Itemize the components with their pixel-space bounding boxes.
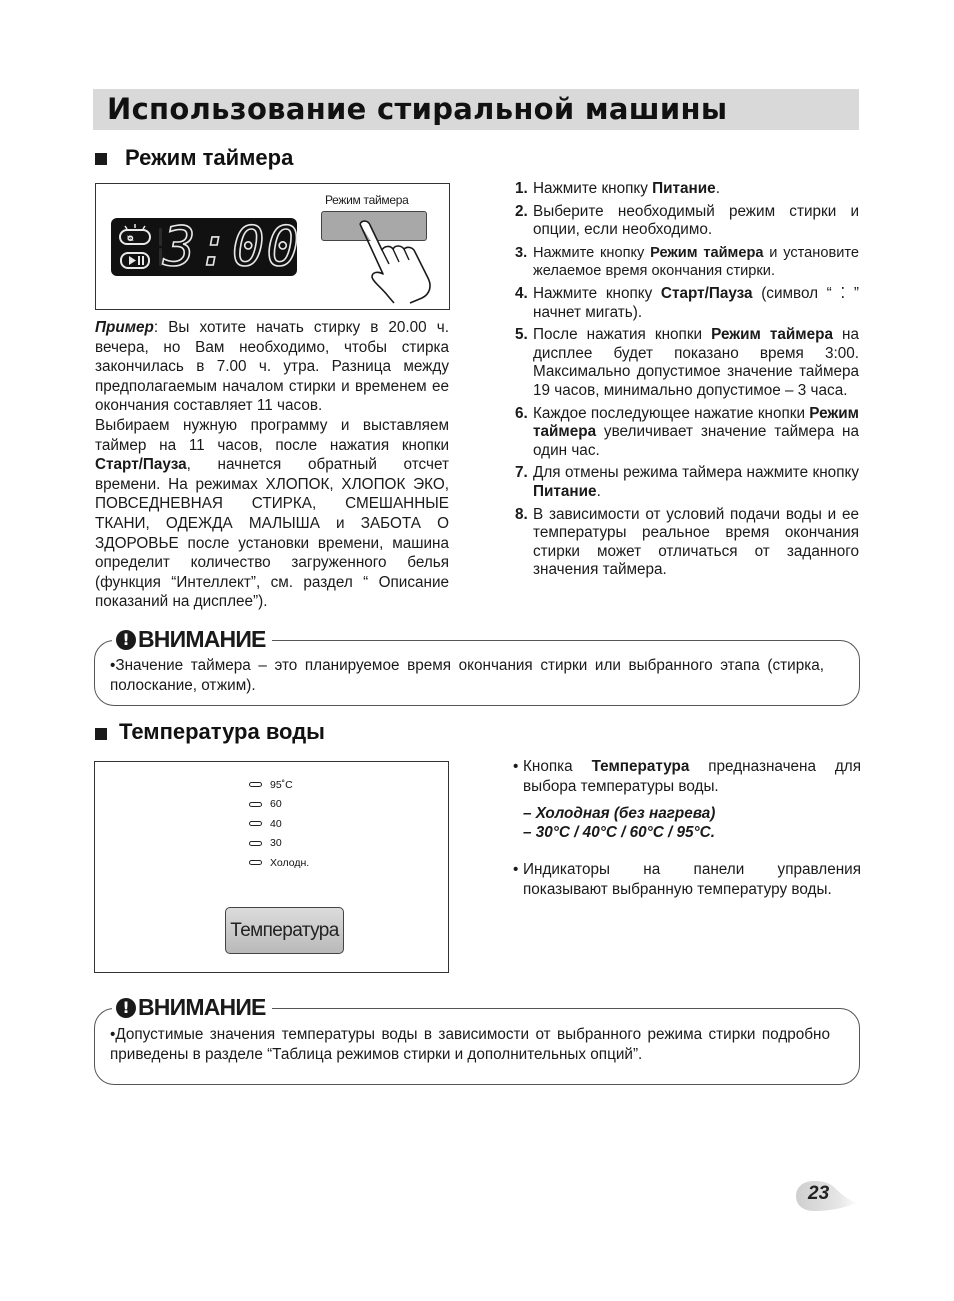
temperature-description: • Кнопка Температура предназначена для выбора температуры воды. bbox=[513, 758, 862, 795]
exclamation-icon: ! bbox=[116, 998, 136, 1018]
page-number: 23 bbox=[808, 1183, 830, 1204]
example-paragraph-2a: Выбираем нужную программу и выставляем таймер на 11 часов, после нажатия кнопки bbox=[95, 416, 449, 454]
step-item: 5. После нажатия кнопки Режим таймера на дисплее будет показано время 3:00. Максимально допустимое значение таймера 19 часов, минимально допустимое – 3 часа. bbox=[515, 326, 859, 399]
timer-section-title: Режим таймера bbox=[125, 145, 294, 170]
caution-header bbox=[112, 994, 272, 1021]
step-item: 7. Для отмены режима таймера нажмите кнопку Питание. bbox=[515, 464, 859, 500]
exclamation-icon: ! bbox=[116, 630, 136, 650]
indicator-led bbox=[249, 782, 262, 787]
example-paragraph-2b: , начнется обратный отсчет времени. На режимах ХЛОПОК, ХЛОПОК ЭКО, ПОВСЕДНЕВНАЯ СТИРКА, СМЕШАННЫЕ ТКАНИ, ОДЕЖДА МАЛЫША и ЗАБОТА О ЗДОРОВЬЕ после установки времени, машина определит количество загруженного белья (функция “Интеллект”, см. раздел “ Описание показаний на дисплее”). bbox=[95, 456, 449, 611]
bullet-dot: • bbox=[513, 758, 519, 775]
temperature-indicator-list bbox=[249, 775, 309, 873]
timer-steps-list bbox=[515, 180, 859, 584]
example-start-pause: Старт/Пауза bbox=[95, 456, 187, 474]
temperature-section-title: Температура воды bbox=[119, 719, 325, 744]
page-title: Использование стиральной машины bbox=[107, 92, 728, 126]
step-item: 6. Каждое последующее нажатие кнопки Режим таймера увеличивает значение таймера на один час. bbox=[515, 404, 859, 459]
timer-button-label: Режим таймера bbox=[325, 193, 409, 207]
temperature-indicator: 60 bbox=[249, 795, 309, 815]
step-item: 8. В зависимости от условий подачи воды и ее температуры реальное время окончания стирки может отличаться от заданного значения таймера. bbox=[515, 505, 859, 579]
indicator-led bbox=[249, 821, 262, 826]
caution-text-temperature bbox=[110, 1025, 830, 1065]
caution-timer-body: Значение таймера – это планируемое время окончания стирки или выбранного этапа (стирка, полоскание, отжим). bbox=[110, 657, 824, 694]
caution-text-timer bbox=[110, 656, 824, 696]
bullet-dot: • bbox=[513, 861, 519, 878]
bullet-dot: • bbox=[110, 657, 116, 674]
timer-lcd-display bbox=[111, 215, 302, 278]
bullet-dot: • bbox=[110, 1026, 116, 1043]
step-item: 1. Нажмите кнопку Питание. bbox=[515, 180, 720, 197]
temperature-indicators-note: • Индикаторы на панели управления показывают выбранную температуру воды. bbox=[513, 861, 861, 898]
temperature-indicator: 40 bbox=[249, 814, 309, 834]
caution-title: ВНИМАНИЕ bbox=[138, 994, 266, 1020]
step-item: 4. Нажмите кнопку Старт/Пауза (символ “ ⁚ ” начнет мигать). bbox=[515, 284, 859, 321]
example-lead: Пример bbox=[95, 319, 154, 336]
caution-header bbox=[112, 626, 272, 653]
caution-title: ВНИМАНИЕ bbox=[138, 626, 266, 652]
example-paragraph-1: : Вы хотите начать стирку в 20.00 ч. вечера, но Вам необходимо, чтобы стирка закончилась в 7.00 ч. утра. Разница между предполагаемым началом стирки и временем ее окончания составляет 11 часов. bbox=[95, 319, 449, 415]
svg-text:ᴓ: ᴓ bbox=[127, 233, 134, 244]
section-bullet-square bbox=[95, 728, 107, 740]
temperature-button[interactable] bbox=[225, 907, 344, 954]
temperature-indicator: 95˚C bbox=[249, 775, 309, 795]
temperature-indicator: Холодн. bbox=[249, 853, 309, 873]
caution-temperature-body: Допустимые значения температуры воды в зависимости от выбранного режима стирки подробно приведены в разделе “Таблица режимов стирки и дополнительных опций”. bbox=[110, 1026, 830, 1063]
temperature-option: – Холодная (без нагрева) bbox=[523, 805, 716, 822]
timer-example-text bbox=[95, 318, 449, 612]
temperature-option: – 30°C / 40°C / 60°C / 95°C. bbox=[523, 824, 715, 841]
indicator-led bbox=[249, 841, 262, 846]
pressing-hand-icon bbox=[352, 216, 442, 304]
section-bullet-square bbox=[95, 153, 107, 165]
indicator-led bbox=[249, 860, 262, 865]
start-pause-icon bbox=[120, 252, 152, 270]
temperature-options bbox=[523, 804, 853, 842]
timer-digits: 3:00 bbox=[163, 215, 302, 278]
step-item: 2. Выберите необходимый режим стирки и опции, если необходимо. bbox=[515, 202, 859, 239]
indicator-led bbox=[249, 802, 262, 807]
temperature-indicator: 30 bbox=[249, 834, 309, 854]
temperature-button-label: Температура bbox=[230, 919, 339, 941]
step-item: 3. Нажмите кнопку Режим таймера и установите желаемое время окончания стирки. bbox=[515, 244, 860, 280]
